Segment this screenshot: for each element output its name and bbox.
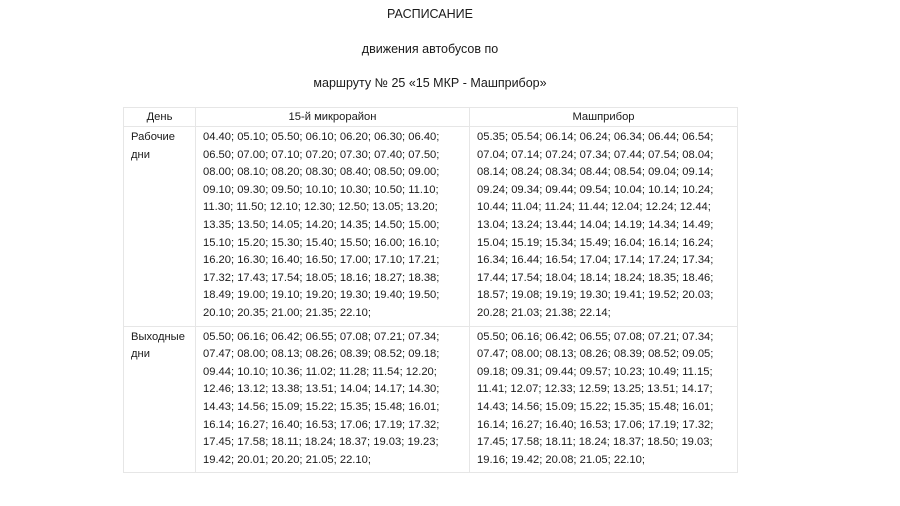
schedule-table [123,107,738,473]
column-header-15mkr: 15-й микрорайон [196,108,470,127]
table-header-row [124,108,738,127]
times-cell-mashpribor: 05.50; 06.16; 06.42; 06.55; 07.08; 07.21; 07.34; 07.47; 08.00; 08.13; 08.26; 08.39; 08.52; 09.05; 09.18; 09.31; 09.44; 09.57; 10.23; 10.49; 11.15; 11.41; 12.07; 12.33; 12.59; 13.25; 13.51; 14.17; 14.43; 14.56; 15.09; 15.22; 15.35; 15.48; 16.01; 16.14; 16.27; 16.40; 16.53; 17.06; 17.19; 17.32; 17.45; 17.58; 18.11; 18.24; 18.37; 18.50; 19.03; 19.16; 19.42; 20.08; 21.05; 22.10; [470,326,738,473]
column-header-mashpribor: Машприбор [470,108,738,127]
column-header-day: День [124,108,196,127]
times-cell-mashpribor: 05.35; 05.54; 06.14; 06.24; 06.34; 06.44; 06.54; 07.04; 07.14; 07.24; 07.34; 07.44; 07.54; 08.04; 08.14; 08.24; 08.34; 08.44; 08.54; 09.04; 09.14; 09.24; 09.34; 09.44; 09.54; 10.04; 10.14; 10.24; 10.44; 11.04; 11.24; 11.44; 12.04; 12.24; 12.44; 13.04; 13.24; 13.44; 14.04; 14.19; 14.34; 14.49; 15.04; 15.19; 15.34; 15.49; 16.04; 16.14; 16.24; 16.34; 16.44; 16.54; 17.04; 17.14; 17.24; 17.34; 17.44; 17.54; 18.04; 18.14; 18.24; 18.35; 18.46; 18.57; 19.08; 19.19; 19.30; 19.41; 19.52; 20.03; 20.28; 21.03; 21.38; 22.14; [470,127,738,327]
day-cell: Рабочие дни [124,127,196,327]
table-row-weekends [124,326,738,473]
page-title: РАСПИСАНИЕ [387,7,473,21]
times-cell-15mkr: 05.50; 06.16; 06.42; 06.55; 07.08; 07.21; 07.34; 07.47; 08.00; 08.13; 08.26; 08.39; 08.52; 09.18; 09.44; 10.10; 10.36; 11.02; 11.28; 11.54; 12.20; 12.46; 13.12; 13.38; 13.51; 14.04; 14.17; 14.30; 14.43; 14.56; 15.09; 15.22; 15.35; 15.48; 16.01; 16.14; 16.27; 16.40; 16.53; 17.06; 17.19; 17.32; 17.45; 17.58; 18.11; 18.24; 18.37; 19.03; 19.23; 19.42; 20.01; 20.20; 21.05; 22.10; [196,326,470,473]
table-row-weekdays [124,127,738,327]
day-cell: Выходные дни [124,326,196,473]
page-subtitle: движения автобусов по [361,42,499,56]
times-cell-15mkr: 04.40; 05.10; 05.50; 06.10; 06.20; 06.30; 06.40; 06.50; 07.00; 07.10; 07.20; 07.30; 07.40; 07.50; 08.00; 08.10; 08.20; 08.30; 08.40; 08.50; 09.00; 09.10; 09.30; 09.50; 10.10; 10.30; 10.50; 11.10; 11.30; 11.50; 12.10; 12.30; 12.50; 13.05; 13.20; 13.35; 13.50; 14.05; 14.20; 14.35; 14.50; 15.00; 15.10; 15.20; 15.30; 15.40; 15.50; 16.00; 16.10; 16.20; 16.30; 16.40; 16.50; 17.00; 17.10; 17.21; 17.32; 17.43; 17.54; 18.05; 18.16; 18.27; 18.38; 18.49; 19.00; 19.10; 19.20; 19.30; 19.40; 19.50; 20.10; 20.35; 21.00; 21.35; 22.10; [196,127,470,327]
route-name: маршруту № 25 «15 МКР - Машприбор» [313,76,547,90]
